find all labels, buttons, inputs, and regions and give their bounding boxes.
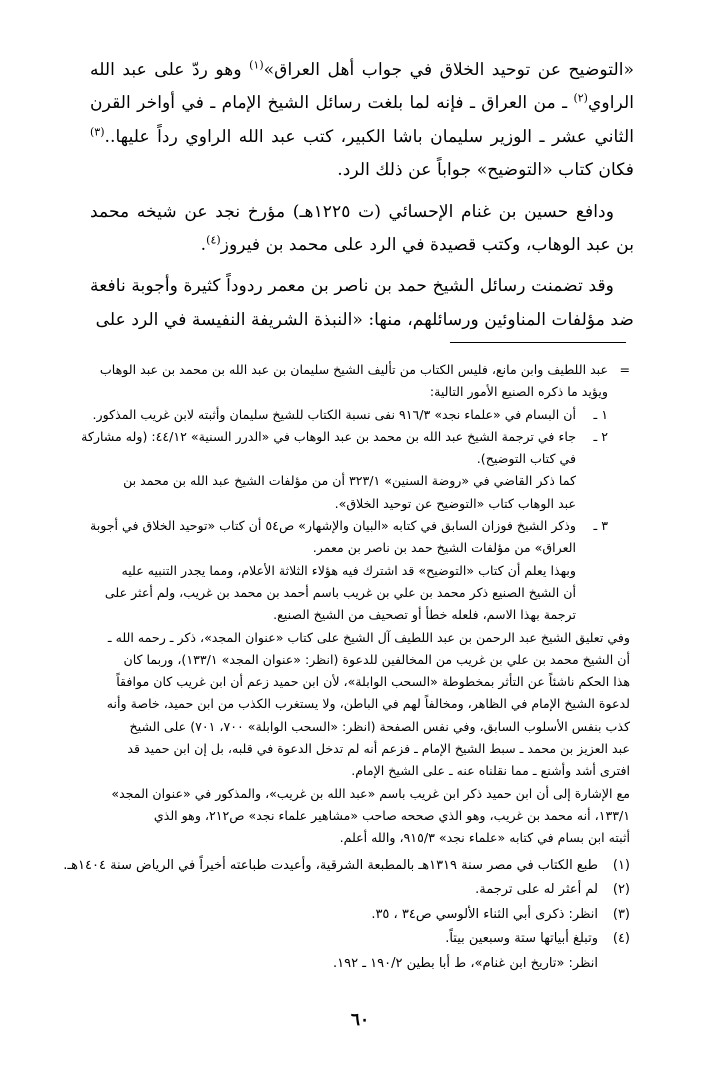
footnote-number: (٤) <box>612 931 630 947</box>
paragraph-1-text-d: فكان كتاب «التوضيح» جواباً عن ذلك الرد. <box>337 160 634 181</box>
footnote-number: (٣) <box>612 906 630 922</box>
note-item-2-cont-1: كما ذكر القاضي في «روضة السنين» ٣٢٣/١ أن من مؤلفات الشيخ عبد الله بن محمد بن <box>123 473 576 489</box>
note-item-number: ١ ـ <box>593 406 608 422</box>
note-item-text: أن البسام في «علماء نجد» ٩١٦/٣ نفى نسبة الكتاب للشيخ سليمان وأثبته لابن غريب المذكور. <box>92 406 576 422</box>
footnote-ref-3: (٣) <box>90 125 105 139</box>
paragraph-2-text-a: ودافع حسين بن غنام الإحسائي (ت ١٢٢٥هـ) مؤرخ نجد عن شيخه محمد بن عبد الوهاب، وكتب قصيدة في الرد على محمد بن فيروز <box>90 201 634 256</box>
note-item-number: ٣ ـ <box>593 518 608 534</box>
paragraph-1 <box>90 54 634 188</box>
note-item-3 <box>90 515 630 537</box>
footnote-4-cont <box>90 952 630 977</box>
note-block-line-5: كذب بنفس الأسلوب السابق، وفي نفس الصفحة (انظر: «السحب الوابلة» ٧٠٠، ٧٠١) على الشيخ <box>129 718 630 734</box>
footnote-4 <box>90 927 630 952</box>
note-item-3-cont-3: ترجمة بهذا الاسم، فلعله خطأ أو تصحيف من الشيخ الصنيع. <box>273 607 576 623</box>
note-item-text: وذكر الشيخ فوزان السابق في كتابه «البيان والإشهار» ص٥٤ أن كتاب «توحيد الخلاق في أجوبة <box>89 518 576 534</box>
paragraph-2-text-b: . <box>200 235 207 256</box>
note-intro-line-1 <box>90 359 630 381</box>
numbered-footnotes <box>63 854 630 977</box>
note-block2-line-3: أثبته ابن بسام في كتابه «علماء نجد» ٩١٥/٣، والله أعلم. <box>339 830 630 846</box>
paragraph-1-text-a: «التوضيح عن توحيد الخلاق في جواب أهل العراق» <box>263 60 635 80</box>
main-text <box>90 54 634 345</box>
note-block-line-2: أن الشيخ محمد بن علي بن غريب من المخالفين للدعوة (انظر: «عنوان المجد» ١٣٣/١)، وربما كان <box>123 651 630 667</box>
note-block-line-4: لدعوة الشيخ الإمام في الظاهر، ومخالفاً لهم في الباطن، ولا يستغرب الكذب من ابن حميد، خاصة وأنه <box>106 696 630 712</box>
footnote-ref-1: (١) <box>249 58 264 72</box>
note-item-3-line-2: العراق» من مؤلفات الشيخ حمد بن ناصر بن معمر. <box>312 540 576 556</box>
footnote-number: (٢) <box>612 882 630 898</box>
paragraph-3-text: وقد تضمنت رسائل الشيخ حمد بن ناصر بن معمر ردوداً كثيرة وأجوبة نافعة ضد مؤلفات المناوئين ورسائلهم، منها: «النبذة الشريفة النفيسة في الرد على <box>90 276 634 330</box>
footnote-3 <box>90 903 630 928</box>
note-block-line-7: افترى أشد وأشنع ـ مما نقلناه عنه ـ على الشيخ الإمام. <box>351 763 630 779</box>
note-item-3-cont-1: وبهذا يعلم أن كتاب «التوضيح» قد اشترك فيه هؤلاء الثلاثة الأعلام، ومما يجدر التنبيه عليه <box>121 562 576 578</box>
footnote-ref-4: (٤) <box>206 233 221 247</box>
footnote-text: لم أعثر له على ترجمة. <box>475 882 598 898</box>
footnote-text: وتبلغ أبياتها ستة وسبعين بيتاً. <box>445 931 598 947</box>
footnote-number <box>598 952 630 977</box>
paragraph-2 <box>90 196 634 263</box>
note-item-3-cont-2: أن الشيخ الصنيع ذكر محمد بن علي بن غريب باسم أحمد بن محمد بن غريب، ولم أعثر على <box>104 584 576 600</box>
note-block-line-1: وفي تعليق الشيخ عبد الرحمن بن عبد اللطيف آل الشيخ على كتاب «عنوان المجد»، ذكر ـ رحمه الله ـ <box>107 629 630 645</box>
note-item-text: جاء في ترجمة الشيخ عبد الله بن محمد بن عبد الوهاب في «الدرر السنية» ٤٤/١٢: (وله مشاركة <box>81 428 576 444</box>
footnote-number: (١) <box>612 857 630 873</box>
note-item-1 <box>90 404 630 426</box>
paragraph-1-text-c: ـ من العراق ـ فإنه لما بلغت رسائل الشيخ الإمام ـ في أواخر القرن الثاني عشر ـ الوزير سليمان باشا الكبير، كتب عبد الله الراوي رداً عليها.. <box>90 93 634 147</box>
footnote-ref-2: (٢) <box>573 91 588 105</box>
footnote-text: انظر: «تاريخ ابن غنام»، ط أبا بطين ١٩٠/٢ ـ ١٩٢. <box>333 955 598 971</box>
note-item-2-cont-2: عبد الوهاب كتاب «التوضيح عن توحيد الخلاق». <box>334 495 576 511</box>
note-intro-line-2: ويؤيد ما ذكره الصنيع الأمور التالية: <box>429 384 608 400</box>
footnotes-section <box>63 359 630 976</box>
continuation-mark: = <box>619 362 630 377</box>
footnote-text: انظر: ذكرى أبي الثناء الألوسي ص٣٤ ، ٣٥. <box>371 906 598 922</box>
footnote-1 <box>63 854 630 879</box>
note-item-number: ٢ ـ <box>593 428 608 444</box>
note-item-2 <box>81 426 630 448</box>
paragraph-3 <box>90 270 634 337</box>
note-item-2-line-2: في كتاب التوضيح). <box>476 451 576 467</box>
footnote-2 <box>90 878 630 903</box>
footnote-divider <box>450 342 626 343</box>
page-number: ٦٠ <box>350 1010 370 1030</box>
note-block-line-3: هذا الحكم ناشئاً عن التأثر بمخطوطة «السحب الوابلة»، لأن ابن حميد زعم أن ابن غريب كان موافقاً <box>116 674 630 690</box>
paragraph-1-text-b: وهو ردّ على عبد الله الراوي <box>90 60 634 114</box>
note-block2-line-2: ١٣٣/١، أنه محمد بن غريب، وهو الذي صححه صاحب «مشاهير علماء نجد» ص٢١٢، وهو الذي <box>153 807 630 823</box>
footnote-text: طبع الكتاب في مصر سنة ١٣١٩هـ بالمطبعة الشرقية، وأعيدت طباعته أخيراً في الرياض سنة ١٤٠٤هـ. <box>63 857 598 873</box>
note-block-line-6: عبد العزيز بن محمد ـ سبط الشيخ الإمام ـ فزعم أنه لم تدخل الدعوة في قلبه، بل إن ابن حميد قد <box>127 741 630 757</box>
note-block2-line-1: مع الإشارة إلى أن ابن حميد ذكر ابن غريب باسم «عبد الله بن غريب»، والمذكور في «عنوان المجد» <box>111 785 630 801</box>
note-text: عبد اللطيف وابن مانع، فليس الكتاب من تأليف الشيخ سليمان بن عبد الله بن محمد بن عبد الوهاب <box>99 362 608 377</box>
